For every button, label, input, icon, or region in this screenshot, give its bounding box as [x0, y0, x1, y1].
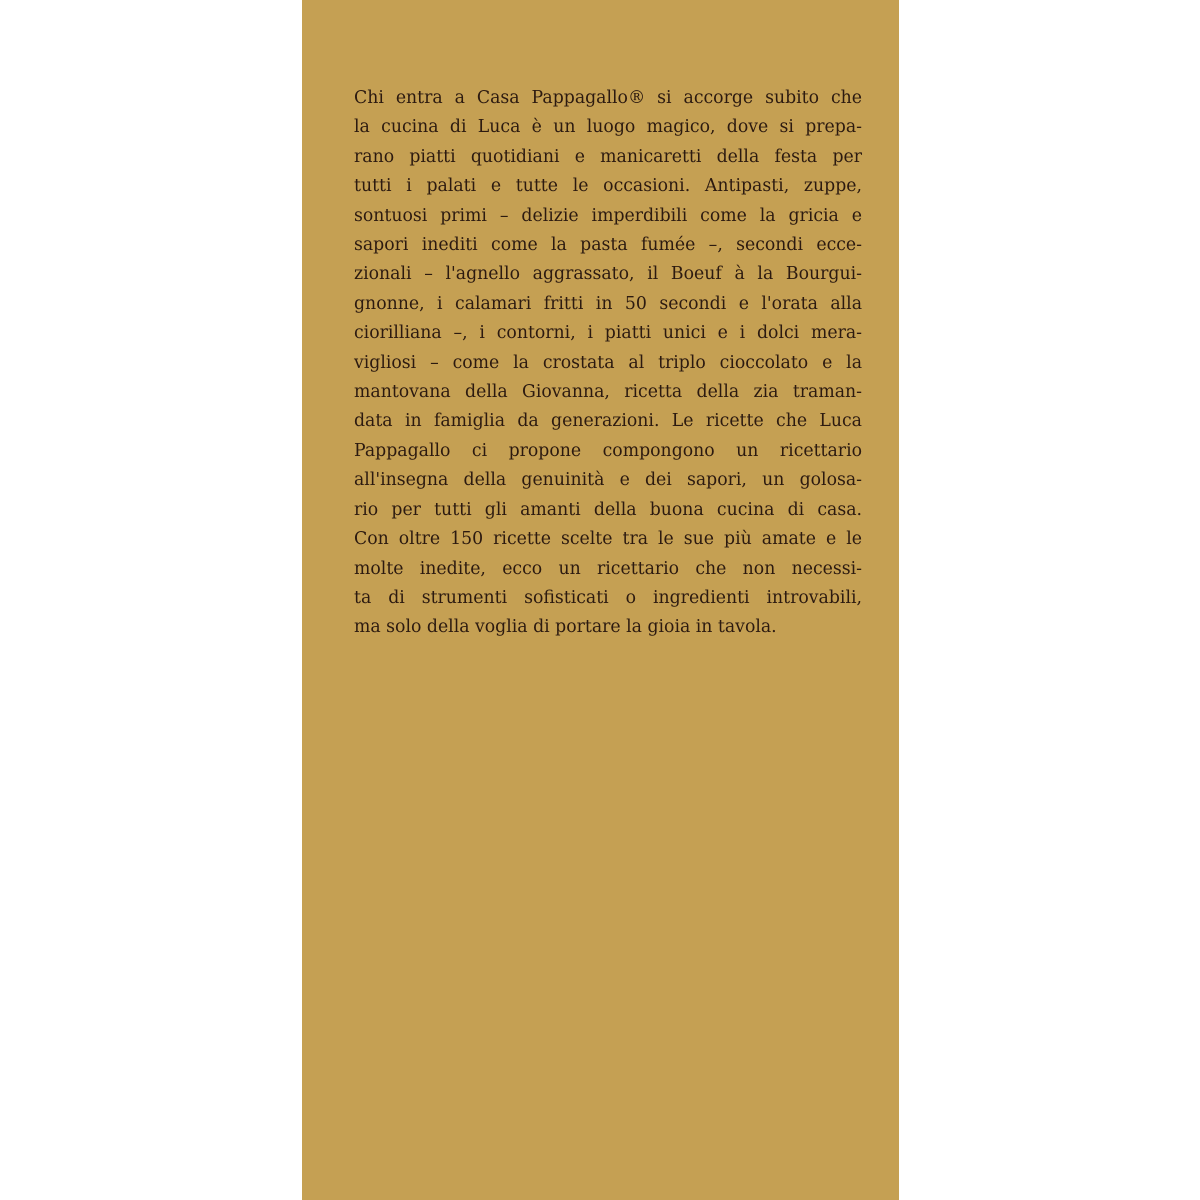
blurb-line: Chi entra a Casa Pappagallo® si accorge subito che: [354, 88, 862, 108]
blurb-line: zionali – l'agnello aggrassato, il Boeuf à la Bourgui-: [354, 264, 862, 285]
blurb-line: ma solo della voglia di portare la gioia in tavola.: [354, 617, 777, 638]
blurb-line: la cucina di Luca è un luogo magico, dove si prepa-: [354, 117, 862, 138]
blurb-line: ciorilliana –, i contorni, i piatti unici e i dolci mera-: [354, 323, 862, 344]
blurb-line: tutti i palati e tutte le occasioni. Antipasti, zuppe,: [354, 176, 862, 197]
blurb-line: mantovana della Giovanna, ricetta della zia traman-: [354, 382, 862, 403]
blurb-line: Con oltre 150 ricette scelte tra le sue più amate e le: [354, 529, 862, 550]
blurb-line: data in famiglia da generazioni. Le ricette che Luca: [354, 411, 862, 432]
blurb-line: sapori inediti come la pasta fumée –, secondi ecce-: [354, 235, 862, 256]
blurb-line: Pappagallo ci propone compongono un ricettario: [354, 440, 862, 461]
blurb-line: rio per tutti gli amanti della buona cucina di casa.: [354, 499, 862, 520]
book-cover-flap: [302, 0, 899, 1200]
blurb-line: rano piatti quotidiani e manicaretti della festa per: [354, 146, 862, 167]
blurb-line: molte inedite, ecco un ricettario che non necessi-: [354, 558, 862, 579]
blurb-paragraph: [354, 84, 862, 643]
blurb-line: all'insegna della genuinità e dei sapori, un golosa-: [354, 470, 862, 491]
blurb-line: vigliosi – come la crostata al triplo cioccolato e la: [354, 352, 862, 373]
blurb-line: sontuosi primi – delizie imperdibili come la gricia e: [354, 205, 862, 226]
blurb-line: gnonne, i calamari fritti in 50 secondi e l'orata alla: [354, 293, 862, 314]
blurb-line: ta di strumenti sofisticati o ingredienti introvabili,: [354, 587, 862, 608]
